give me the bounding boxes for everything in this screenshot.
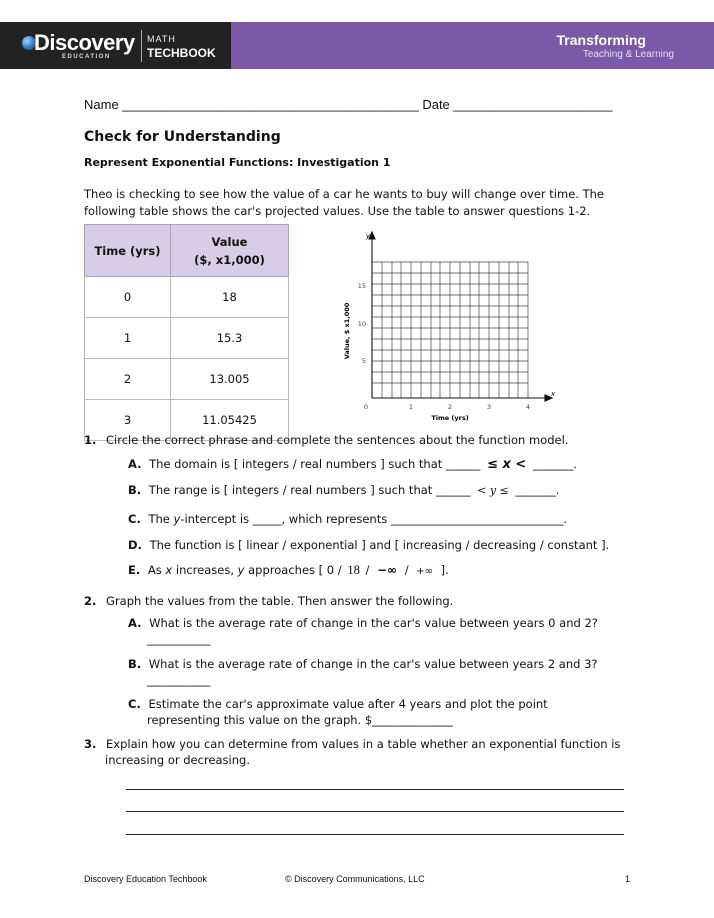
brand-area xyxy=(231,22,714,69)
question-1a xyxy=(128,457,577,472)
table-row xyxy=(85,277,289,318)
table-header-value xyxy=(171,225,289,277)
question-text: Graph the values from the table. Then answer the following. xyxy=(106,594,454,608)
question-2c xyxy=(128,697,548,711)
footer-center: © Discovery Communications, LLC xyxy=(285,874,425,884)
answer-line[interactable] xyxy=(126,789,624,790)
y-tick-label: 5 xyxy=(361,357,366,365)
question-1b xyxy=(128,483,559,497)
part-text: Estimate the car's approximate value after 4 years and plot the point xyxy=(148,697,548,711)
footer-left: Discovery Education Techbook xyxy=(84,874,207,884)
table-cell-time: 2 xyxy=(85,359,171,400)
option-neg-infinity: −∞ xyxy=(377,563,398,577)
values-table xyxy=(84,224,289,441)
table-header-value-line1: Value xyxy=(211,234,248,249)
option-18: 18 xyxy=(347,563,360,577)
part-text: The function is [ linear / exponential ] and [ increasing / decreasing / constant ]. xyxy=(149,538,610,552)
table-cell-value: 15.3 xyxy=(171,318,289,359)
brand-line2: Teaching & Learning xyxy=(582,49,674,60)
option-separator: / xyxy=(365,563,370,577)
table-header-time: Time (yrs) xyxy=(85,225,171,277)
table-cell-value: 11.05425 xyxy=(171,400,289,441)
x-axis-label: Time (yrs) xyxy=(431,414,469,422)
table-cell-value: 13.005 xyxy=(171,359,289,400)
product-line1: MATH xyxy=(147,34,176,44)
question-3 xyxy=(84,737,620,751)
part-tail: _______. xyxy=(532,457,577,471)
part-text-pre: As xyxy=(147,563,166,577)
answer-line[interactable] xyxy=(126,834,624,835)
answer-blank-2b[interactable]: ___________ xyxy=(147,673,211,687)
part-letter: B. xyxy=(128,657,142,671)
intro-paragraph: Theo is checking to see how the value of a car he wants to buy will change over time. The following table shows the car's projected values. Use the table to answer questions 1-2. xyxy=(84,187,604,218)
option-separator: / xyxy=(404,563,409,577)
part-text-mid: increases, xyxy=(172,563,238,577)
x-tick-label: 0 xyxy=(363,403,369,411)
question-1 xyxy=(84,433,568,447)
graph-grid xyxy=(372,262,528,398)
table-cell-time: 1 xyxy=(85,318,171,359)
question-2 xyxy=(84,594,453,608)
question-text: Explain how you can determine from values in a table whether an exponential function is xyxy=(106,737,621,751)
page-subtitle: Represent Exponential Functions: Investigation 1 xyxy=(84,156,391,169)
inequality-symbol: ≤ x < xyxy=(487,457,527,472)
part-letter: A. xyxy=(128,616,142,630)
part-text-pre: The xyxy=(148,512,174,526)
part-letter: A. xyxy=(128,457,142,471)
question-number: 3. xyxy=(84,737,97,751)
table-header-row xyxy=(85,225,289,277)
question-number: 1. xyxy=(84,433,97,447)
brand-line1: Transforming xyxy=(556,32,646,48)
question-2c-line2: representing this value on the graph. $______________ xyxy=(147,713,453,727)
x-tick-label: 2 xyxy=(447,403,453,411)
question-3-line2: increasing or decreasing. xyxy=(105,753,250,767)
blank-graph[interactable] xyxy=(338,228,558,428)
part-letter: C. xyxy=(128,697,141,711)
y-tick-label: 10 xyxy=(357,320,366,328)
answer-blank-2a[interactable]: ___________ xyxy=(147,632,211,646)
table-cell-time: 3 xyxy=(85,400,171,441)
logo-subtext: EDUCATION xyxy=(62,54,111,60)
part-letter: D. xyxy=(128,538,142,552)
part-text-post: approaches [ 0 / xyxy=(244,563,342,577)
part-letter: C. xyxy=(128,512,141,526)
logo-wordmark: Discovery xyxy=(34,30,135,55)
variable-y: y xyxy=(237,563,245,577)
question-text: Circle the correct phrase and complete the sentences about the function model. xyxy=(106,433,569,447)
y-axis-label: Value, $ x1,000 xyxy=(343,302,351,360)
table-row xyxy=(85,359,289,400)
logo-area xyxy=(0,22,231,69)
graph-axes xyxy=(369,232,552,401)
header-banner xyxy=(0,22,714,69)
question-1c xyxy=(128,512,567,526)
part-letter: E. xyxy=(128,563,141,577)
product-line2: TECHBOOK xyxy=(147,46,216,60)
inequality-symbol: < y ≤ xyxy=(477,484,509,497)
name-date-line: Name _________________________________________ Date ______________________ xyxy=(84,97,613,112)
question-number: 2. xyxy=(84,594,97,608)
page-number: 1 xyxy=(625,874,631,884)
x-axis-letter: x xyxy=(551,390,556,398)
table-cell-time: 0 xyxy=(85,277,171,318)
part-text: The domain is [ integers / real numbers ] such that ______ xyxy=(149,457,481,471)
logo-divider xyxy=(141,30,142,62)
y-tick-label: 15 xyxy=(357,282,366,290)
question-2a xyxy=(128,616,598,630)
y-axis-letter: y xyxy=(365,232,370,240)
table-cell-value: 18 xyxy=(171,277,289,318)
question-1e xyxy=(128,563,449,578)
part-text: The range is [ integers / real numbers ] such that ______ xyxy=(148,483,471,497)
option-pos-infinity: +∞ xyxy=(416,566,433,577)
x-tick-label: 1 xyxy=(408,403,414,411)
part-text: What is the average rate of change in the car's value between years 2 and 3? xyxy=(148,657,598,671)
variable-y: y xyxy=(173,512,181,526)
part-text: What is the average rate of change in the car's value between years 0 and 2? xyxy=(149,616,598,630)
variable-x: x xyxy=(165,563,173,577)
part-tail: _______. xyxy=(515,483,560,497)
answer-line[interactable] xyxy=(126,811,624,812)
question-2b xyxy=(128,657,598,671)
x-tick-label: 4 xyxy=(525,403,531,411)
part-letter: B. xyxy=(128,483,142,497)
part-text-post: -intercept is _____, which represents ______________________________. xyxy=(180,512,568,526)
table-header-value-line2: ($, x1,000) xyxy=(194,252,265,267)
table-row xyxy=(85,318,289,359)
question-1d xyxy=(128,538,609,552)
x-tick-label: 3 xyxy=(486,403,492,411)
page-title: Check for Understanding xyxy=(84,129,281,145)
part-text-end: ]. xyxy=(440,563,449,577)
